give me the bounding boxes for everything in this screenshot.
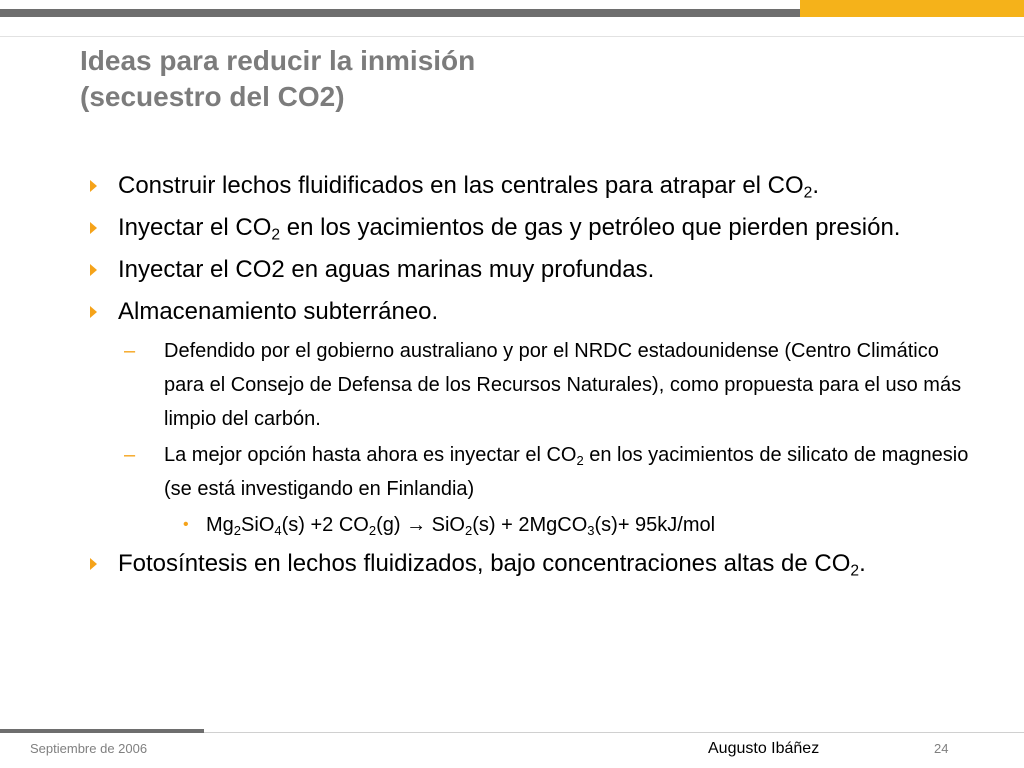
subscript: 4	[274, 522, 282, 538]
sub-bullet-text: La mejor opción hasta ahora es inyectar el CO	[164, 444, 577, 466]
slide-title	[80, 43, 475, 115]
equation-part: (s) +2 CO	[281, 514, 369, 536]
bullet-item	[84, 250, 974, 290]
slide-content	[84, 166, 974, 586]
subscript: 2	[850, 562, 860, 580]
bullet-text-tail: .	[812, 172, 820, 199]
triangle-right-icon	[90, 264, 97, 276]
bullet-text: Fotosíntesis en lechos fluidizados, bajo concentraciones altas de CO	[118, 550, 851, 577]
bullet-text-tail: .	[859, 550, 866, 577]
bullet-text: Inyectar el CO2 en aguas marinas muy profundas.	[118, 256, 655, 283]
slide-title-line1: Ideas para reducir la inmisión	[80, 45, 476, 76]
dash-icon: –	[124, 444, 136, 466]
footer-divider	[204, 732, 1024, 733]
top-decoration-gray	[0, 9, 800, 17]
top-divider	[0, 17, 1024, 37]
slide-title-line2: (secuestro del CO2)	[80, 81, 345, 112]
triangle-right-icon	[90, 180, 97, 192]
bullet-text: Construir lechos fluidificados en las centrales para atrapar el CO	[118, 172, 804, 199]
equation-part: (s) + 2MgCO	[472, 514, 588, 536]
bullet-item	[84, 544, 974, 584]
subscript: 2	[576, 452, 584, 468]
bullet-item	[84, 166, 974, 206]
bullet-text: Inyectar el CO	[118, 214, 272, 241]
sub-bullet-text-tail: en los yacimientos de silicato de magnesio (se está investigando en Finlandia)	[164, 444, 969, 500]
dash-icon: –	[124, 340, 136, 362]
equation-part: (g)	[376, 514, 407, 536]
bullet-item	[84, 208, 974, 248]
sub-bullet-item	[84, 438, 974, 506]
subscript: 2	[271, 226, 281, 244]
subscript: 2	[368, 522, 377, 538]
sub-bullet-text: Defendido por el gobierno australiano y por el NRDC estadounidense (Centro Climático para el Consejo de Defensa de los Recursos Naturales), como propuesta para el uso más limpio del carbón.	[164, 340, 962, 430]
footer-date: Septiembre de 2006	[30, 741, 148, 756]
bullet-text-tail: en los yacimientos de gas y petróleo que pierden presión.	[280, 214, 901, 241]
triangle-right-icon	[90, 222, 97, 234]
equation-part: (s)+ 95kJ/mol	[594, 514, 716, 536]
bullet-text: Almacenamiento subterráneo.	[118, 298, 439, 325]
equation-part: SiO	[426, 514, 465, 536]
subscript: 2	[465, 522, 473, 538]
subscript: 2	[233, 522, 242, 538]
page-number: 24	[934, 741, 949, 756]
dot-icon: •	[183, 516, 189, 533]
bullet-item	[84, 292, 974, 332]
triangle-right-icon	[90, 558, 97, 570]
subscript: 3	[587, 522, 595, 538]
chemical-equation-item	[84, 508, 974, 542]
subscript: 2	[803, 184, 813, 202]
equation-part: Mg	[206, 514, 234, 536]
equation-part: SiO	[241, 514, 275, 536]
top-decoration-orange	[800, 0, 1024, 17]
sub-bullet-item	[84, 334, 974, 436]
reaction-arrow-icon: →	[406, 514, 427, 536]
footer-author: Augusto Ibáñez	[708, 740, 820, 757]
footer-decoration-bar	[0, 729, 204, 733]
triangle-right-icon	[90, 306, 97, 318]
